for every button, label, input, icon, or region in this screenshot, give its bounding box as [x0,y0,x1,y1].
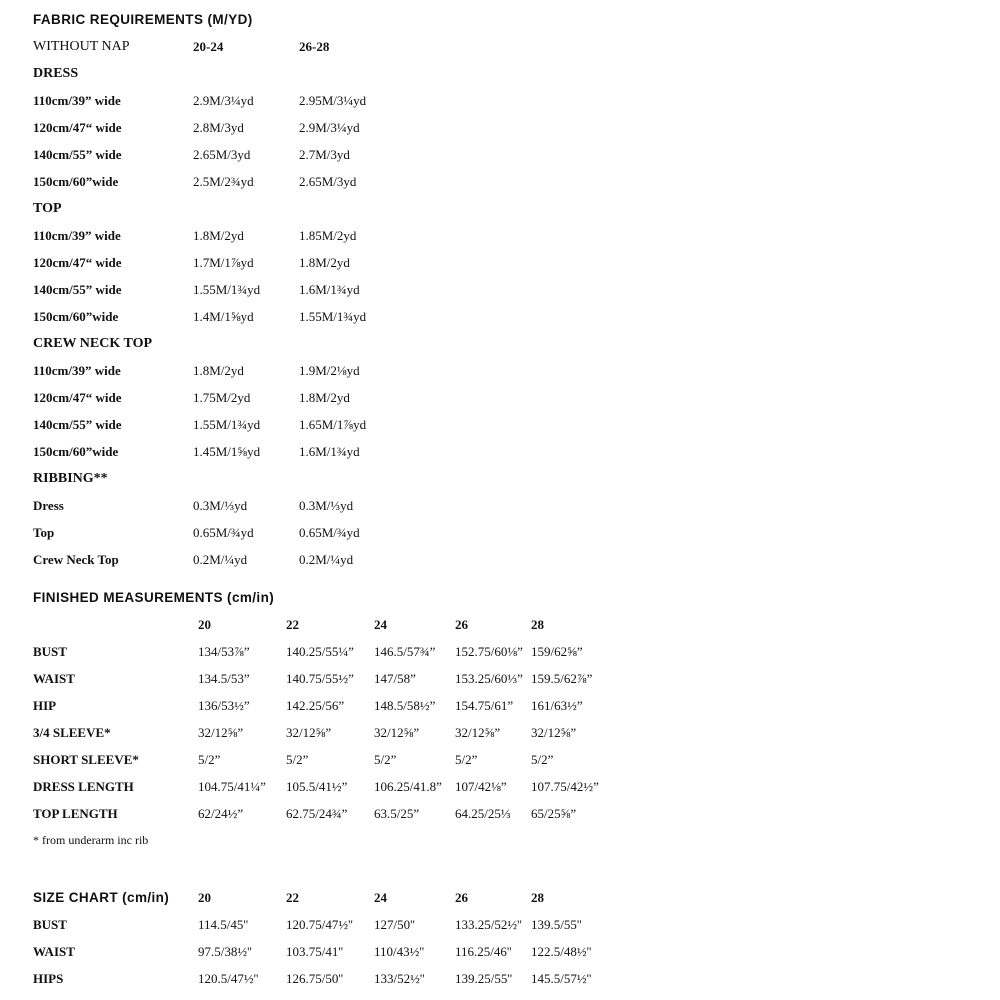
fabric-amount: 1.55M/1¾yd [299,309,367,324]
fabric-amount: 0.65M/¾yd [299,525,360,540]
finished-size-header-row [0,617,1000,637]
fabric-amount: 1.85M/2yd [299,228,357,243]
finished-measurement-label: SHORT SLEEVE* [33,752,139,767]
finished-size-header: 28 [531,617,544,632]
finished-measurement-label: DRESS LENGTH [33,779,134,794]
finished-measurement-label: TOP LENGTH [33,806,118,821]
size-chart-heading: SIZE CHART (cm/in) [33,890,170,905]
fabric-width-label: 110cm/39” wide [33,363,121,378]
size-chart-size-header: 22 [286,890,299,905]
size-chart-value: 122.5/48½'' [531,944,592,959]
finished-measurements-heading: FINISHED MEASUREMENTS (cm/in) [33,590,275,605]
fabric-row [0,498,1000,518]
finished-measurement-value: 146.5/57¾” [374,644,436,659]
fabric-row [0,390,1000,410]
size-chart-value: 97.5/38½'' [198,944,252,959]
fabric-width-label: 120cm/47“ wide [33,255,122,270]
finished-footnote: * from underarm inc rib [33,833,149,847]
finished-measurement-value: 5/2” [374,752,397,767]
fabric-row [0,120,1000,140]
fabric-width-label: 110cm/39” wide [33,228,121,243]
fabric-amount: 0.2M/¼yd [299,552,354,567]
fabric-amount: 1.55M/1¾yd [193,417,261,432]
size-chart-row [0,917,1000,937]
fabric-amount: 2.95M/3¼yd [299,93,367,108]
size-chart-header-row [0,890,1000,910]
finished-measurement-value: 140.75/55½” [286,671,354,686]
fabric-amount: 0.3M/⅓yd [193,498,248,513]
fabric-row [0,417,1000,437]
fabric-row [0,147,1000,167]
finished-measurement-value: 161/63½” [531,698,583,713]
fabric-amount: 1.6M/1¾yd [299,444,360,459]
finished-measurement-value: 134.5/53” [198,671,250,686]
fabric-amount: 2.7M/3yd [299,147,350,162]
size-chart-value: 139.25/55'' [455,971,513,986]
finished-measurement-value: 5/2” [455,752,478,767]
fabric-amount: 2.9M/3¼yd [193,93,254,108]
fabric-amount: 0.65M/¾yd [193,525,254,540]
fabric-amount: 2.5M/2¾yd [193,174,254,189]
finished-row [0,806,1000,826]
fabric-amount: 1.4M/1⅝yd [193,309,254,324]
fabric-row [0,282,1000,302]
finished-size-header: 26 [455,617,468,632]
fabric-amount: 2.65M/3yd [193,147,251,162]
finished-measurement-value: 136/53½” [198,698,250,713]
size-chart-size-header: 26 [455,890,468,905]
fabric-amount: 1.45M/1⅝yd [193,444,261,459]
fabric-row [0,444,1000,464]
finished-measurement-value: 32/12⅝” [286,725,332,740]
fabric-row [0,93,1000,113]
size-chart-row [0,944,1000,964]
fabric-amount: 0.3M/⅓yd [299,498,354,513]
finished-measurement-value: 62.75/24¾” [286,806,348,821]
fabric-row [0,525,1000,545]
fabric-amount: 2.8M/3yd [193,120,244,135]
finished-measurement-value: 32/12⅝” [198,725,244,740]
fabric-amount: 1.6M/1¾yd [299,282,360,297]
finished-measurement-value: 32/12⅝” [374,725,420,740]
finished-measurement-value: 5/2” [286,752,309,767]
fabric-amount: 1.8M/2yd [193,228,244,243]
fabric-width-label: 150cm/60”wide [33,309,119,324]
size-chart-label: BUST [33,917,67,932]
fabric-section-title: RIBBING** [33,471,108,486]
fabric-amount: 1.8M/2yd [193,363,244,378]
finished-row [0,752,1000,772]
finished-measurement-value: 107.75/42½” [531,779,599,794]
fabric-amount: 1.8M/2yd [299,390,350,405]
fabric-amount: 1.75M/2yd [193,390,251,405]
fabric-width-label: 150cm/60”wide [33,444,119,459]
finished-measurement-value: 159.5/62⅞” [531,671,593,686]
finished-row [0,644,1000,664]
fabric-amount: 1.55M/1¾yd [193,282,261,297]
size-chart-value: 139.5/55'' [531,917,582,932]
fabric-amount: 1.9M/2⅛yd [299,363,360,378]
fabric-row [0,228,1000,248]
finished-measurement-value: 106.25/41.8” [374,779,442,794]
finished-measurement-value: 148.5/58½” [374,698,436,713]
fabric-section-title: TOP [33,201,62,216]
finished-measurement-label: 3/4 SLEEVE* [33,725,111,740]
size-chart-value: 127/50'' [374,917,415,932]
finished-measurement-value: 105.5/41½” [286,779,348,794]
size-chart-size-header: 28 [531,890,544,905]
fabric-width-label: 110cm/39” wide [33,93,121,108]
size-chart-label: HIPS [33,971,64,986]
size-chart-value: 114.5/45'' [198,917,249,932]
finished-measurement-label: HIP [33,698,57,713]
finished-measurement-value: 154.75/61” [455,698,514,713]
fabric-width-label: 140cm/55” wide [33,417,122,432]
fabric-row [0,552,1000,572]
fabric-amount: 0.2M/¼yd [193,552,248,567]
fabric-row [0,255,1000,275]
finished-measurement-value: 64.25/25⅓ [455,806,511,821]
fabric-amount: 1.7M/1⅞yd [193,255,254,270]
finished-measurement-value: 62/24½” [198,806,244,821]
finished-row [0,698,1000,718]
without-nap-label: WITHOUT NAP [33,39,130,54]
finished-measurement-value: 32/12⅝” [531,725,577,740]
size-chart-value: 120.75/47½'' [286,917,353,932]
fabric-size-header-row [0,39,1000,59]
size-chart-value: 133.25/52½'' [455,917,522,932]
size-chart-size-header: 24 [374,890,387,905]
size-chart-value: 126.75/50'' [286,971,344,986]
finished-measurement-value: 134/53⅞” [198,644,250,659]
size-chart-value: 120.5/47½'' [198,971,259,986]
finished-measurement-value: 142.25/56” [286,698,345,713]
fabric-section-title: DRESS [33,66,79,81]
fabric-size-header: 20-24 [193,39,224,54]
fabric-amount: 1.8M/2yd [299,255,350,270]
fabric-width-label: Top [33,525,55,540]
finished-measurement-value: 5/2” [198,752,221,767]
finished-measurement-value: 159/62⅝” [531,644,583,659]
fabric-width-label: 140cm/55” wide [33,147,122,162]
size-chart-size-header: 20 [198,890,211,905]
fabric-size-header: 26-28 [299,39,330,54]
fabric-width-label: 120cm/47“ wide [33,120,122,135]
fabric-width-label: 140cm/55” wide [33,282,122,297]
fabric-amount: 2.9M/3¼yd [299,120,360,135]
fabric-amount: 2.65M/3yd [299,174,357,189]
fabric-width-label: 150cm/60”wide [33,174,119,189]
finished-measurement-value: 104.75/41¼” [198,779,266,794]
size-chart-row [0,971,1000,991]
finished-row [0,779,1000,799]
fabric-row [0,174,1000,194]
finished-size-header: 20 [198,617,211,632]
fabric-requirements-heading: FABRIC REQUIREMENTS (M/YD) [33,12,253,27]
finished-measurement-value: 65/25⅝” [531,806,577,821]
size-chart-value: 145.5/57½'' [531,971,592,986]
finished-size-header: 22 [286,617,299,632]
fabric-section-title: CREW NECK TOP [33,336,153,351]
finished-row [0,671,1000,691]
finished-measurement-value: 152.75/60⅛” [455,644,523,659]
fabric-width-label: Dress [33,498,64,513]
fabric-row [0,363,1000,383]
finished-measurement-value: 5/2” [531,752,554,767]
size-chart-value: 116.25/46'' [455,944,512,959]
fabric-amount: 1.65M/1⅞yd [299,417,367,432]
size-chart-value: 110/43½'' [374,944,425,959]
finished-row [0,725,1000,745]
finished-measurement-value: 147/58” [374,671,416,686]
fabric-row [0,309,1000,329]
finished-measurement-label: WAIST [33,671,75,686]
finished-size-header: 24 [374,617,387,632]
finished-measurement-value: 153.25/60⅓” [455,671,523,686]
size-chart-label: WAIST [33,944,75,959]
size-chart-value: 103.75/41'' [286,944,344,959]
finished-measurement-value: 32/12⅝” [455,725,501,740]
fabric-width-label: Crew Neck Top [33,552,119,567]
finished-measurement-value: 140.25/55¼” [286,644,354,659]
finished-measurement-value: 107/42⅛” [455,779,507,794]
size-chart-value: 133/52½'' [374,971,425,986]
finished-measurement-label: BUST [33,644,67,659]
fabric-width-label: 120cm/47“ wide [33,390,122,405]
finished-measurement-value: 63.5/25” [374,806,420,821]
